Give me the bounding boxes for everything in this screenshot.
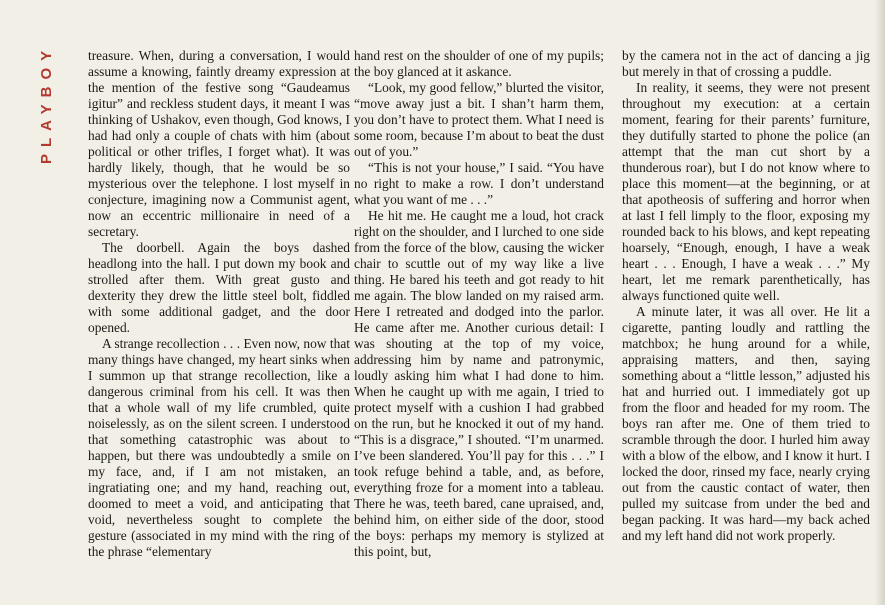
text-column-1 bbox=[88, 48, 350, 605]
paragraph: A strange recollection . . . Even now, now that many things have changed, my heart sinks when I summon up that strange recollection, like a dangerous criminal from his cell. It was then that a whole wall of my life crumbled, quite noiselessly, as on the silent screen. I understood that something catastrophic was about to happen, but there was undoubtedly a smile on my face, and, if I am not mistaken, an ingratiating one; and my hand, reaching out, doomed to meet a void, and anticipating that void, nevertheless sought to complete the gesture (associated in my mind with the ring of the phrase “elementary bbox=[88, 336, 350, 559]
paragraph: by the camera not in the act of dancing a jig but merely in that of crossing a puddle. bbox=[622, 48, 870, 79]
paragraph: In reality, it seems, they were not present throughout my execution: at a certain moment, fearing for their parents’ furniture, they dutifully started to phone the police (an attempt that the man cut short by a thunderous roar), but I do not know where to place this moment—at the beginning, or at that apotheosis of suffering and horror when at last I fell limply to the floor, exposing my rounded back to his blows, and kept repeating hoarsely, “Enough, enough, I have a weak heart . . . Enough, I have a weak . . .” My heart, let me remark parenthetically, has always functioned quite well. bbox=[622, 80, 870, 303]
paragraph: hand rest on the shoulder of one of my pupils; the boy glanced at it askance. bbox=[354, 48, 604, 79]
text-column-3 bbox=[622, 48, 870, 605]
paragraph: “This is not your house,” I said. “You have no right to make a row. I don’t understand what you want of me . . .” bbox=[354, 160, 604, 207]
paragraph: treasure. When, during a conversation, I would assume a knowing, faintly dreamy expression at the mention of the festive song “Gaudeamus igitur” and reckless student days, it meant I was thinking of Ushakov, even though, God knows, I had had only a couple of chats with him (about political or other trifles, I forget what). It was hardly likely, though, that he would be so mysterious over the telephone. I lost myself in conjecture, imagining now a Communist agent, now an eccentric millionaire in need of a secretary. bbox=[88, 48, 350, 239]
magazine-name: PLAYBOY bbox=[38, 44, 55, 165]
page-edge-shadow bbox=[875, 0, 885, 605]
paragraph: The doorbell. Again the boys dashed headlong into the hall. I put down my book and strolled after them. With great gusto and dexterity they drew the little steel bolt, fiddled with some additional gadget, and the door opened. bbox=[88, 240, 350, 335]
paragraph: “Look, my good fellow,” blurted the visitor, “move away just a bit. I shan’t harm them, you don’t have to protect them. What I need is some room, because I’m about to beat the dust out of you.” bbox=[354, 80, 604, 159]
text-column-2 bbox=[354, 48, 604, 605]
paragraph: He hit me. He caught me a loud, hot crack right on the shoulder, and I lurched to one side from the force of the blow, causing the wicker chair to scuttle out of my way like a live thing. He bared his teeth and got ready to hit me again. The blow landed on my raised arm. Here I retreated and dodged into the parlor. He came after me. Another curious detail: I was shouting at the top of my voice, addressing him by name and patronymic, loudly asking him what I had done to him. When he caught up with me again, I tried to protect myself with a cushion I had grabbed on the run, but he knocked it out of my hand. “This is a disgrace,” I shouted. “I’m unarmed. I’ve been slandered. You’ll pay for this . . .” I took refuge behind a table, and, as before, everything froze for a moment into a tableau. There he was, teeth bared, cane upraised, and, behind him, on either side of the door, stood the boys: perhaps my memory is stylized at this point, but, bbox=[354, 208, 604, 559]
paragraph: A minute later, it was all over. He lit a cigarette, panting loudly and rattling the matchbox; he hung around for a while, appraising matters, and then, saying something about a “little lesson,” adjusted his hat and hurried out. I immediately got up from the floor and headed for my room. The boys ran after me. One of them tried to scramble through the door. I hurled him away with a blow of the elbow, and I know it hurt. I locked the door, rinsed my face, nearly crying out from the caustic contact of water, then pulled my suitcase from under the bed and began packing. It was hard—my back ached and my left hand did not work properly. bbox=[622, 304, 870, 543]
